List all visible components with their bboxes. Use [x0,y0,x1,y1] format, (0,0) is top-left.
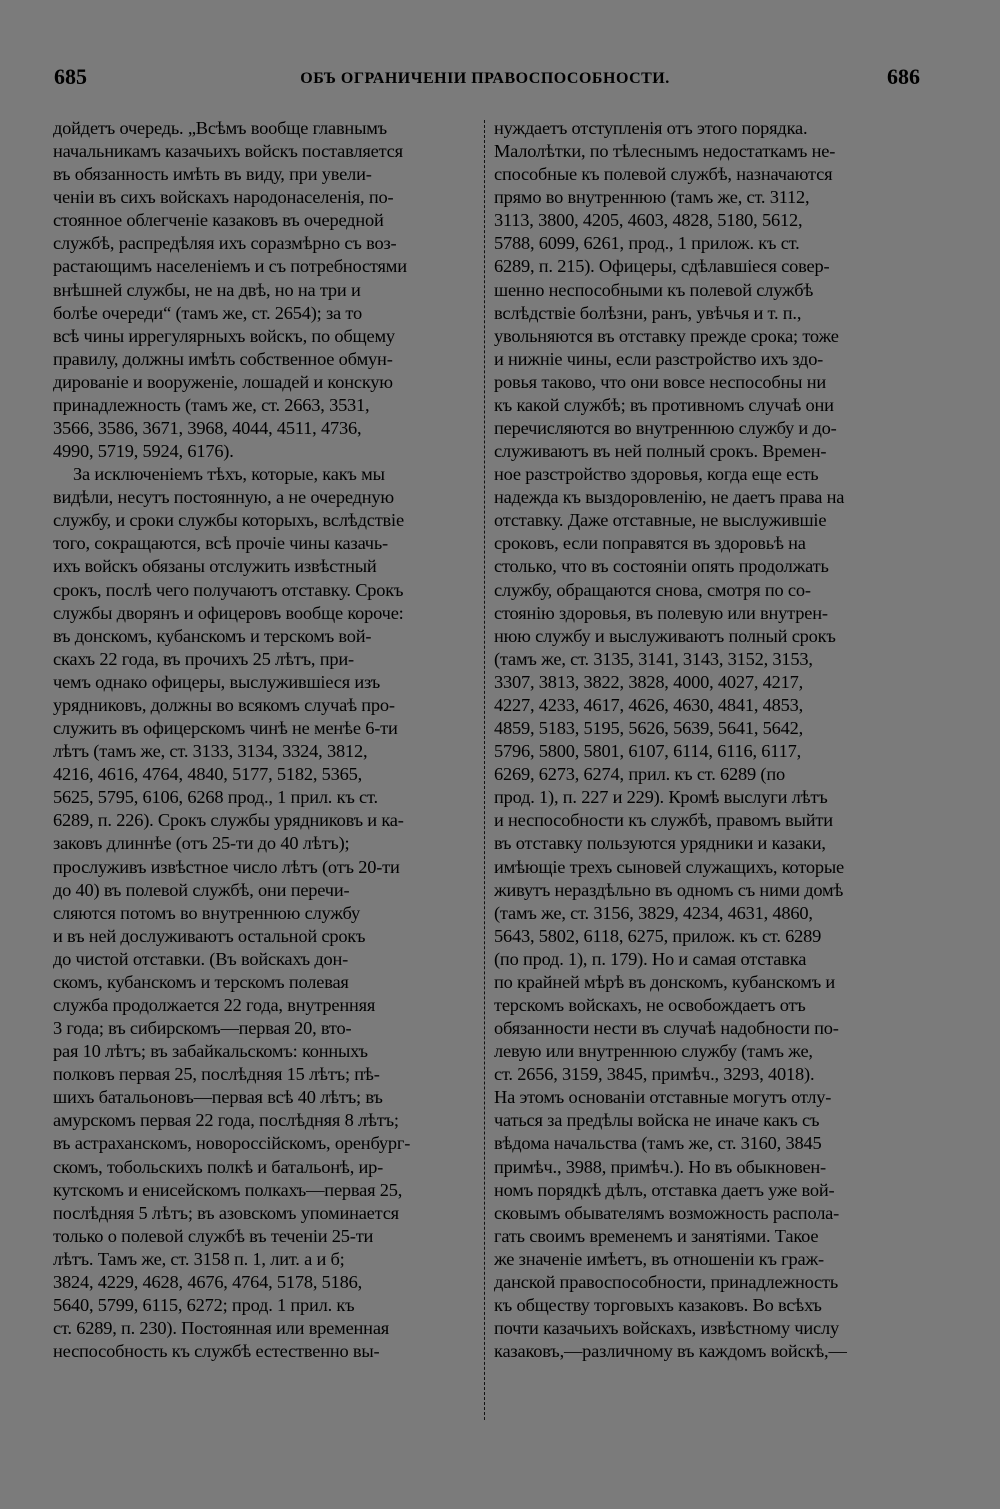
text-line: службы дворянъ и офицеровъ вообще короче: [53,602,404,623]
text-line: только о полевой службѣ въ теченіи 25-ти [53,1225,374,1246]
text-line: почти казачьихъ войскахъ, извѣстному числу [494,1318,839,1339]
text-line: полковъ первая 25, послѣдняя 15 лѣтъ; пѣ- [53,1064,380,1085]
text-line: ное разстройство здоровья, когда еще есть [494,464,819,485]
text-line: служить въ офицерскомъ чинѣ не менѣе 6-ти [53,718,398,739]
text-line: лѣтъ. Тамъ же, ст. 3158 п. 1, лит. а и б; [53,1248,345,1269]
text-line: того, сокращаются, всѣ прочіе чины казачь- [53,533,388,554]
text-line: до чистой отставки. (Въ войскахъ дон- [53,948,349,969]
text-line: и нижніе чины, если разстройство ихъ здо- [494,348,824,369]
left-column [53,117,479,1363]
text-line: 4216, 4616, 4764, 4840, 5177, 5182, 5365, [53,764,363,785]
text-line: имѣющіе трехъ сыновей служащихъ, которые [494,856,844,877]
text-line: правилу, должны имѣть собственное обмун- [53,348,393,369]
text-line: 3 года; въ сибирскомъ—первая 20, вто- [53,1018,352,1039]
text-line: службу, и сроки службы которыхъ, вслѣдствіе [53,510,404,531]
text-line: службу, обращаются снова, смотря по со- [494,579,811,600]
text-line: левую или внутреннюю службу (тамъ же, [494,1041,813,1062]
text-line: въ отставку пользуются урядники и казаки, [494,833,826,854]
text-line: служиваютъ въ ней полный срокъ. Времен- [494,441,827,462]
text-line: болѣе очереди“ (тамъ же, ст. 2654); за то [53,302,362,323]
text-line: службѣ, распредѣляя ихъ соразмѣрно съ воз- [53,233,397,254]
text-line: 3824, 4229, 4628, 4676, 4764, 5178, 5186, [53,1271,363,1292]
text-line: служба продолжается 22 года, внутренняя [53,994,376,1015]
text-line: всѣ чины иррегулярныхъ войскъ, по общему [53,325,395,346]
text-line: 3566, 3586, 3671, 3968, 4044, 4511, 4736, [53,418,362,439]
text-line: дированіе и вооруженіе, лошадей и конскую [53,371,393,392]
text-line: амурскомъ первая 22 года, послѣдняя 8 лѣтъ; [53,1110,399,1131]
text-line: скомъ, тобольскихъ полкѣ и батальонѣ, ир- [53,1156,384,1177]
text-line: дойдетъ очередь. „Всѣмъ вообще главнымъ [53,118,387,138]
text-line: лѣтъ (тамъ же, ст. 3133, 3134, 3324, 3812, [53,741,368,762]
text-line: вѣдома начальства (тамъ же, ст. 3160, 3845 [494,1133,822,1154]
text-line: ченіи въ сихъ войскахъ народонаселенія, по- [53,187,394,208]
text-line: 5625, 5795, 6106, 6268 прод., 1 прил. къ ст. [53,787,378,808]
text-line: 4227, 4233, 4617, 4626, 4630, 4841, 4853, [494,694,804,715]
page-header [50,62,920,102]
text-line: столько, что въ состояніи опять продолжать [494,556,829,577]
text-line: скомъ, кубанскомъ и терскомъ полевая [53,971,349,992]
text-line: 5643, 5802, 6118, 6275, прилож. къ ст. 6289 [494,925,822,946]
text-line: въ обязанность имѣть въ виду, при увели- [53,164,372,185]
text-line: ихъ войскъ обязаны отслужить извѣстный [53,556,377,577]
text-line: прод. 1), п. 227 и 229). Кромѣ выслуги лѣтъ [494,787,828,808]
text-line: въ астраханскомъ, новороссійскомъ, оренбург- [53,1133,411,1154]
text-line: 6289, п. 215). Офицеры, сдѣлавшіеся совер- [494,256,830,277]
text-line: 5796, 5800, 5801, 6107, 6114, 6116, 6117, [494,741,801,762]
text-line: въ донскомъ, кубанскомъ и терскомъ вой- [53,625,372,646]
text-line: чаться за предѣлы войска не иначе какъ съ [494,1110,820,1131]
text-line: заковъ длиннѣе (отъ 25-ти до 40 лѣтъ); [53,833,350,854]
text-line: надежда къ выздоровленію, не даетъ права на [494,487,845,508]
text-line: 6269, 6273, 6274, прил. къ ст. 6289 (по [494,764,785,785]
text-line: Малолѣтки, по тѣлеснымъ недостаткамъ не- [494,141,836,162]
page-number-left: 685 [54,64,87,89]
column-divider [484,120,485,1420]
text-line: увольняются въ отставку прежде срока; тоже [494,325,839,346]
text-line: (тамъ же, ст. 3135, 3141, 3143, 3152, 3153, [494,648,813,669]
text-line: способные къ полевой службѣ, назначаются [494,164,833,185]
text-line: неспособность къ службѣ естественно вы- [53,1341,380,1362]
text-line: же значеніе имѣетъ, въ отношеніи къ граж- [494,1248,824,1269]
text-line: чемъ однако офицеры, выслужившіеся изъ [53,671,381,692]
text-line: кутскомъ и енисейскомъ полкахъ—первая 25, [53,1179,403,1200]
text-line: (по прод. 1), п. 179). Но и самая отставка [494,948,807,969]
text-line: послѣдняя 5 лѣтъ; въ азовскомъ упоминается [53,1202,399,1223]
text-line: 4990, 5719, 5924, 6176). [53,441,234,462]
text-line: перечисляются во внутреннюю службу и до- [494,418,837,439]
text-line: (тамъ же, ст. 3156, 3829, 4234, 4631, 4860, [494,902,813,923]
text-line: примѣч., 3988, примѣч.). Но въ обыкновен- [494,1156,826,1177]
text-line: 3113, 3800, 4205, 4603, 4828, 5180, 5612, [494,210,803,231]
text-line: живутъ нераздѣльно въ одномъ съ ними домѣ [494,879,844,900]
text-line: рая 10 лѣтъ; въ забайкальскомъ: конныхъ [53,1041,368,1062]
text-line: по крайней мѣрѣ въ донскомъ, кубанскомъ и [494,971,836,992]
text-line: обязанности нести въ случаѣ надобности по- [494,1018,839,1039]
text-line: За исключеніемъ тѣхъ, которые, какъ мы [73,464,385,485]
text-line: данской правоспособности, принадлежность [494,1271,839,1292]
text-line: прямо во внутреннюю (тамъ же, ст. 3112, [494,187,810,208]
text-line: 4859, 5183, 5195, 5626, 5639, 5641, 5642, [494,718,804,739]
text-line: стоянію здоровья, въ полевую или внутрен- [494,602,828,623]
text-line: 5640, 5799, 6115, 6272; прод. 1 прил. къ [53,1294,355,1315]
text-line: 6289, п. 226). Срокъ службы урядниковъ и ка- [53,810,404,831]
text-line: шихъ батальоновъ—первая всѣ 40 лѣтъ; въ [53,1087,383,1108]
text-line: урядниковъ, должны во всякомъ случаѣ про- [53,694,395,715]
text-line: На этомъ основаніи отставные могутъ отлу- [494,1087,832,1108]
text-line: и неспособности къ службѣ, правомъ выйти [494,810,833,831]
text-line: отставку. Даже отставные, не выслужившіе [494,510,827,531]
text-line: срокъ, послѣ чего получаютъ отставку. Срокъ [53,579,404,600]
text-line: до 40) въ полевой службѣ, они перечи- [53,879,350,900]
text-line: къ обществу торговыхъ казаковъ. Во всѣхъ [494,1294,822,1315]
text-line: казаковъ,—различному въ каждомъ войскѣ,— [494,1341,847,1362]
text-line: сковымъ обывателямъ возможность распола- [494,1202,840,1223]
text-line: сроковъ, если поправятся въ здоровьѣ на [494,533,806,554]
right-column [494,117,920,1363]
running-title: ОБЪ ОГРАНИЧЕНІИ ПРАВОСПОСОБНОСТИ. [300,70,670,87]
text-line: вслѣдствіе болѣзни, ранъ, увѣчья и т. п., [494,302,802,323]
text-line: растающимъ населеніемъ и съ потребностями [53,256,407,277]
text-line: ст. 2656, 3159, 3845, примѣч., 3293, 4018). [494,1064,815,1085]
text-line: номъ порядкѣ дѣлъ, отставка даетъ уже вой- [494,1179,835,1200]
text-line: ровья таково, что они вовсе неспособны ни [494,371,826,392]
text-line: гать своимъ временемъ и занятіями. Такое [494,1225,819,1246]
text-line: 3307, 3813, 3822, 3828, 4000, 4027, 4217, [494,671,804,692]
text-line: стоянное облегченіе казаковъ въ очередной [53,210,384,231]
text-line: къ какой службѣ; въ противномъ случаѣ они [494,394,834,415]
text-line: 5788, 6099, 6261, прод., 1 прилож. къ ст. [494,233,800,254]
text-line: начальникамъ казачьихъ войскъ поставляется [53,141,403,162]
text-line: шенно неспособными къ полевой службѣ [494,279,814,300]
text-line: видѣли, несутъ постоянную, а не очередную [53,487,394,508]
text-line: и въ ней дослуживаютъ остальной срокъ [53,925,366,946]
text-line: внѣшней службы, не на двѣ, но на три и [53,279,361,300]
text-line: прослуживъ извѣстное число лѣтъ (отъ 20-ти [53,856,400,877]
text-line: скахъ 22 года, въ прочихъ 25 лѣтъ, при- [53,648,354,669]
page-number-right: 686 [887,64,920,89]
text-line: нюю службу и выслуживаютъ полный срокъ [494,625,836,646]
text-line: принадлежность (тамъ же, ст. 2663, 3531, [53,394,370,415]
text-line: терскомъ войскахъ, не освобождаетъ отъ [494,994,806,1015]
text-line: нуждаетъ отступленія отъ этого порядка. [494,118,808,138]
text-line: ст. 6289, п. 230). Постоянная или временная [53,1318,390,1339]
text-line: сляются потомъ во внутреннюю службу [53,902,361,923]
